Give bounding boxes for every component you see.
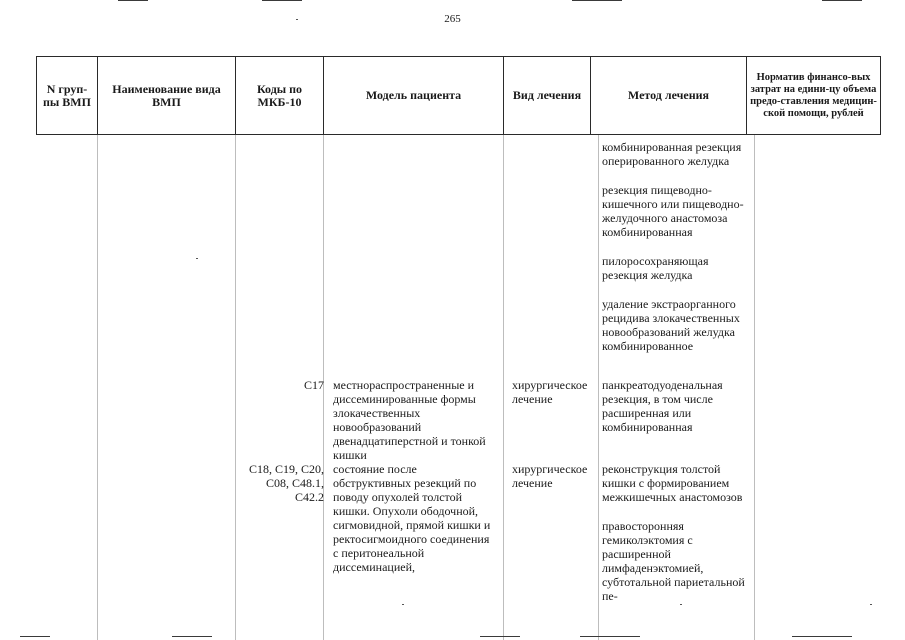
column-divider: [235, 135, 236, 640]
column-divider: [97, 135, 98, 640]
row-treatment: хирургическое лечение: [512, 378, 588, 406]
row-codes: C17: [303, 378, 324, 392]
row-model: состояние после обструктивных резекций по поводу опухолей толстой кишки. Опухоли ободочной, сигмовидной, прямой кишки и ректосигмоидного соединения с перитонеальной диссеминацией,: [333, 462, 491, 574]
page-number: 265: [444, 13, 461, 25]
scan-artifact: [792, 636, 852, 637]
row-methods: [602, 378, 752, 434]
scan-artifact: [118, 0, 148, 1]
scan-artifact: [572, 0, 622, 1]
scan-artifact: [870, 604, 872, 605]
row-methods: [602, 462, 754, 618]
scan-artifact: [680, 604, 682, 605]
scan-artifact: [480, 636, 520, 637]
column-divider: [754, 135, 755, 640]
header-treatment: Вид лечения: [504, 57, 591, 135]
table-header: [36, 56, 881, 135]
method-item: резекция пищеводно-кишечного или пищеводно-желудочного анастомоза комбинированная: [602, 183, 744, 239]
row-model: местнораспространенные и диссеминированные формы злокачественных новообразований двенадцатиперстной и тонкой кишки: [333, 378, 486, 462]
scan-artifact: [262, 0, 302, 1]
method-item: панкреатодуоденальная резекция, в том числе расширенная или комбинированная: [602, 378, 723, 434]
header-method: Метод лечения: [591, 57, 747, 135]
method-item: реконструкция толстой кишки с формированием межкишечных анастомозов: [602, 462, 743, 504]
scan-artifact: [20, 636, 50, 637]
row-codes: C18, C19, C20, C08, C48.1, C42.2: [248, 462, 324, 504]
scan-artifact: [172, 636, 212, 637]
header-name: Наименование вида ВМП: [98, 57, 236, 135]
scan-artifact: [822, 0, 862, 1]
scan-artifact: [402, 604, 404, 605]
method-item: комбинированная резекция оперированного желудка: [602, 140, 742, 168]
header-group: N груп-пы ВМП: [37, 57, 98, 135]
scan-artifact: [296, 19, 298, 20]
continued-methods: [602, 140, 752, 368]
method-item: удаление экстраорганного рецидива злокачественных новообразований желудка комбинированное: [602, 297, 740, 353]
scan-artifact: [580, 636, 640, 637]
column-divider: [598, 135, 599, 640]
method-item: пилоросохраняющая резекция желудка: [602, 254, 709, 282]
scan-artifact: [196, 258, 198, 259]
header-norm: Норматив финансо-вых затрат на едини-цу объема предо-ставления медицин-ской помощи, рублей: [747, 57, 881, 135]
header-codes: Коды по МКБ-10: [236, 57, 324, 135]
header-model: Модель пациента: [324, 57, 504, 135]
method-item: правосторонняя гемиколэктомия с расширенной лимфаденэктомией, субтотальной париетальной пе-: [602, 519, 745, 603]
row-treatment: хирургическое лечение: [512, 462, 588, 490]
